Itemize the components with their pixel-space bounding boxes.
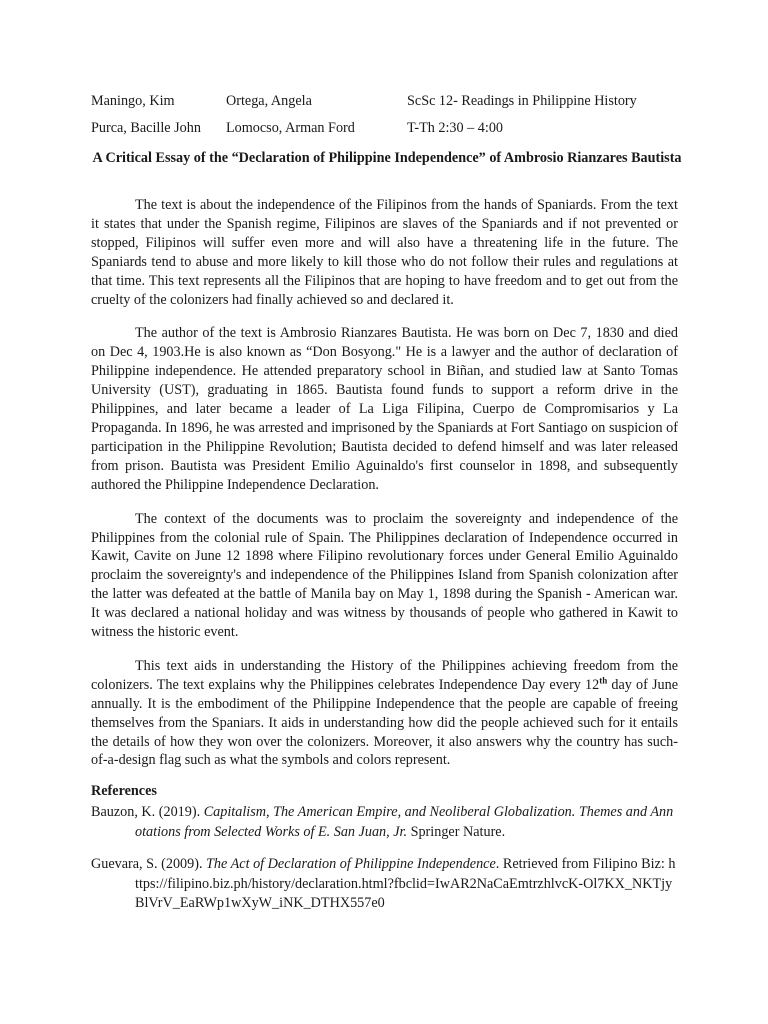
student-name: Lomocso, Arman Ford [226, 120, 355, 136]
paragraph-context: The context of the documents was to proclaim the sovereignty and independence of the Philippines from the colonial rule of Spain. The Philippines declaration of Independence occurred in Kawit, Cavite on June 12 1898 where Filipino revolutionary forces under General Emilio Aguinaldo proclaim the sovereignty's and independence of the Philippines Island from Spanish colonization after the latter was defeated at the battle of Manila bay on May 1, 1898 during the Spanish - American war. It was declared a national holiday and was witness by thousands of people who gathered in Kawit to witness the historic event. [91, 510, 678, 641]
student-name: Ortega, Angela [226, 93, 312, 109]
student-name: Maningo, Kim [91, 93, 175, 109]
paragraph-text: day of June annually. It is the embodiment of the Philippine Independence that the people are capable of freeing themselves from the Spaniars. It aids in understanding how did the people achieved such for it entails the details of how they won over the colonizers. Moreover, it also answers why the country has such-of-a-design flag such as what the symbols and colors represent. [91, 676, 678, 769]
paragraph-summary: The text is about the independence of the Filipinos from the hands of Spaniards. From the text it states that under the Spanish regime, Filipinos are slaves of the Spaniards and if not prevented or stopped, Filipinos will suffer even more and will also have a threatening life in the future. The Spaniards tend to abuse and more likely to kill those who do not follow their rules and regulations at that time. This text represents all the Filipinos that are hoping to have freedom and to get out from the cruelty of the colonizers had finally achieved so and declared it. [91, 197, 678, 308]
paragraph-text: This text aids in understanding the History of the Philippines achieving freedom from the colonizers. The text explains why the Philippines celebrates Independence Day every 12 [91, 657, 678, 693]
header-row [91, 93, 691, 120]
reference-item [91, 803, 678, 842]
student-info-header [91, 93, 691, 147]
reference-title: Capitalism, The American Empire, and Neoliberal Globalization. Themes and Annotations from Selected Works of E. San Juan, Jr. [135, 804, 674, 840]
ordinal-suffix: th [599, 675, 608, 686]
reference-author: Bauzon, K. (2019). [91, 804, 204, 821]
reference-publisher: Springer Nature. [407, 823, 506, 840]
student-name: Purca, Bacille John [91, 120, 201, 136]
class-schedule: T-Th 2:30 – 4:00 [407, 120, 504, 136]
essay-title: A Critical Essay of the “Declaration of Philippine Independence” of Ambrosio Rianzares Bautista [92, 150, 682, 166]
header-row [91, 120, 691, 147]
reference-item [91, 855, 678, 914]
paragraph-author: The author of the text is Ambrosio Rianzares Bautista. He was born on Dec 7, 1830 and died on Dec 4, 1903.He is also known as “Don Bosyong." He is a lawyer and the author of declaration of Philippine independence. He attended preparatory school in Biñan, and studied law at Santo Tomas University (UST), graduating in 1865. Bautista found funds to support a reform drive in the Philippines, and later became a leader of La Liga Filipina, Cuerpo de Compromisarios y La Propaganda. In 1896, he was arrested and imprisoned by the Spaniards at Fort Santiago on suspicion of participation in the Philippine Revolution; Bautista decided to defend himself and was later released from prison. Bautista was President Emilio Aguinaldo's first counselor in 1898, and subsequently authored the Philippine Independence Declaration. [91, 325, 678, 493]
paragraph-significance [91, 657, 678, 770]
reference-title: The Act of Declaration of Philippine Independence [206, 856, 496, 873]
reference-source-link: . Retrieved from Filipino Biz: https://filipino.biz.ph/history/declaration.html?fbclid=IwAR2NaCaEmtrzhlvcK-Ol7KX_NKTjyBlVrV_EaRWp1wXyW_iNK_DTHX557e0 [135, 856, 676, 912]
essay-body [91, 196, 678, 927]
reference-author: Guevara, S. (2009). [91, 856, 207, 873]
course-name: ScSc 12- Readings in Philippine History [407, 93, 637, 109]
references-heading: References [91, 783, 157, 800]
